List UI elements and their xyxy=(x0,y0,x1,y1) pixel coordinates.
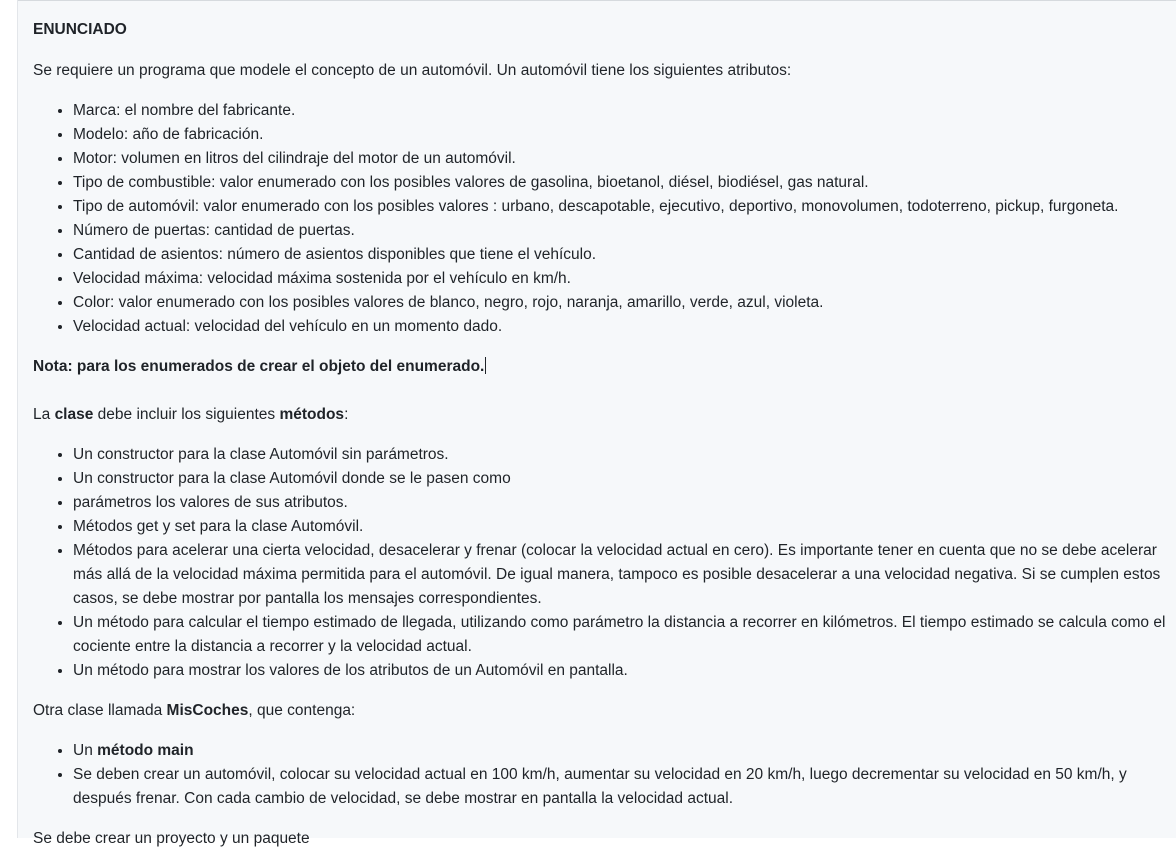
list-item: • Motor: volumen en litros del cilindraje del motor de un automóvil. xyxy=(73,147,1173,171)
list-item: • Modelo: año de fabricación. xyxy=(73,123,1173,147)
methods-intro-text: La xyxy=(33,406,55,423)
document-content xyxy=(33,19,1173,851)
class2-intro-text: Otra clase llamada xyxy=(33,702,167,719)
list-item: • Cantidad de asientos: número de asientos disponibles que tiene el vehículo. xyxy=(73,243,1173,267)
section-heading: ENUNCIADO xyxy=(33,21,127,38)
methods-list xyxy=(33,443,1173,683)
list-item: • Velocidad máxima: velocidad máxima sostenida por el vehículo en km/h. xyxy=(73,267,1173,291)
methods-intro-text: : xyxy=(344,406,349,423)
list-item: • Tipo de combustible: valor enumerado con los posibles valores de gasolina, bioetanol, diésel, biodiésel, gas natural. xyxy=(73,171,1173,195)
top-divider xyxy=(18,0,1176,1)
main-method-prefix: Un xyxy=(73,742,98,759)
methods-intro xyxy=(33,403,1173,427)
list-item: • Color: valor enumerado con los posibles valores de blanco, negro, rojo, naranja, amarillo, verde, azul, violeta. xyxy=(73,291,1173,315)
main-method-bold: método main xyxy=(97,742,194,759)
list-item: • Tipo de automóvil: valor enumerado con los posibles valores : urbano, descapotable, ejecutivo, deportivo, monovolumen, todoterreno, pickup, furgoneta. xyxy=(73,195,1173,219)
list-item: • Un método para calcular el tiempo estimado de llegada, utilizando como parámetro la distancia a recorrer en kilómetros. El tiempo estimado se calcula como el cociente entre la distancia a recorrer y la velocidad actual. xyxy=(73,611,1173,659)
list-item: • Un método para mostrar los valores de los atributos de un Automóvil en pantalla. xyxy=(73,659,1173,683)
list-item: • Métodos para acelerar una cierta velocidad, desacelerar y frenar (colocar la velocidad actual en cero). Es importante tener en cuenta que no se debe acelerar más allá de la velocidad máxima permitida para el automóvil. De igual manera, tampoco es posible desacelerar a una velocidad negativa. Si se cumplen estos casos, se debe mostrar por pantalla los mensajes correspondientes. xyxy=(73,539,1173,611)
list-item: • Un constructor para la clase Automóvil sin parámetros. xyxy=(73,443,1173,467)
list-item: • Marca: el nombre del fabricante. xyxy=(73,99,1173,123)
list-item: • Métodos get y set para la clase Automóvil. xyxy=(73,515,1173,539)
list-item: • parámetros los valores de sus atributos. xyxy=(73,491,1173,515)
intro-paragraph: Se requiere un programa que modele el concepto de un automóvil. Un automóvil tiene los siguientes atributos: xyxy=(33,62,792,79)
list-item: • Número de puertas: cantidad de puertas. xyxy=(73,219,1173,243)
class2-list xyxy=(33,739,1173,811)
class2-intro xyxy=(33,699,1173,723)
class2-name-bold: MisCoches xyxy=(166,702,249,719)
attributes-list xyxy=(33,99,1173,339)
list-item: • Velocidad actual: velocidad del vehículo en un momento dado. xyxy=(73,315,1173,339)
note-paragraph[interactable] xyxy=(33,355,1173,379)
list-item: • Se deben crear un automóvil, colocar su velocidad actual en 100 km/h, aumentar su velocidad en 20 km/h, luego decrementar su velocidad en 50 km/h, y después frenar. Con cada cambio de velocidad, se debe mostrar en pantalla la velocidad actual. xyxy=(73,763,1173,811)
footer-partial-paragraph: Se debe crear un proyecto y un paquete xyxy=(33,830,310,847)
note-text: Nota: para los enumerados de crear el objeto del enumerado. xyxy=(33,358,485,375)
methods-intro-bold-methods: métodos xyxy=(279,406,345,423)
methods-intro-text: debe incluir los siguientes xyxy=(93,406,280,423)
text-cursor xyxy=(485,357,486,374)
list-item xyxy=(73,739,1173,763)
list-item: • Un constructor para la clase Automóvil donde se le pasen como xyxy=(73,467,1173,491)
document-panel xyxy=(17,0,1176,847)
methods-intro-bold-class: clase xyxy=(54,406,94,423)
class2-intro-text: , que contenga: xyxy=(248,702,356,719)
